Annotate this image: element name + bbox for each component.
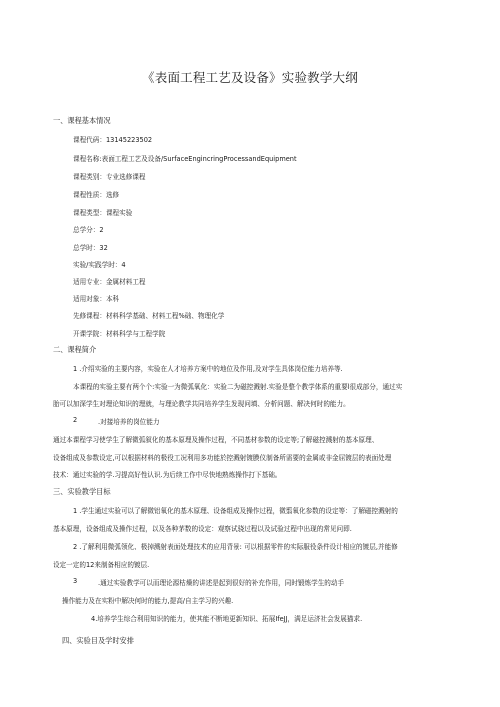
intro-paragraph-2-line-2: 设备组成及参数设定,可以根据材料的极役工况利用多功能於控溅射镀膜仪制备所需要的金属或非金屈镀层的表面处理 bbox=[53, 454, 392, 462]
goal-2-line-1: 2 .了解利用微弧领化、极掉溅射表面处理技术的应用背景: 可以根据零件的实际服役条件设计相应的镀层,并能修 bbox=[73, 543, 398, 551]
course-type: 课程类型：课程实验 bbox=[73, 209, 133, 217]
total-credits: 总学分：2 bbox=[73, 226, 104, 234]
course-code: 课程代码：13145223502 bbox=[73, 136, 153, 144]
goal-1-line-2: 基本原理，设备组成及操作过程，以及各种茅数的设定：观察试骁过程以及试验过程中出现的常见问即. bbox=[53, 525, 352, 533]
goal-4: 4.培养学生综合利用知识的能力，使其能不断地更新知识、拓展IfeJJ，满足运济社会发展猫求. bbox=[91, 615, 363, 623]
intro-item-1: 1 .介绍实验的主要内容，实验在人才培养方案中的地位及作用,及对学生具体岗位能力培养等. bbox=[73, 365, 343, 373]
course-nature: 课程性质：选修 bbox=[73, 191, 120, 199]
goal-2-line-2: 设定一定的12来制备相应的镀层. bbox=[53, 561, 150, 569]
goal-3-text: .通过实验教学可以而理论源枯燥的讲述是起到很好的补充作用，同时锻炼学生的动手 bbox=[98, 579, 345, 587]
document-title: 《表面工程工艺及设备》实验教学大纲 bbox=[142, 70, 358, 85]
goal-1-line-1: 1 .学生通过实验可以了解微铝氧化的基木原理、设备组成及操作过程，微翦氧化参数的设定等：了解磁控溅射的 bbox=[73, 507, 398, 515]
goal-3-number: 3 bbox=[73, 577, 78, 585]
section-heading-goals: 三、实验教学目标 bbox=[53, 487, 111, 496]
intro-paragraph-2-line-1: 通过本课程学习使学生了解微弧叙化的基本原理及操作过程，不同基材参数的设定等;了解磁控溅射的基本原理、 bbox=[53, 436, 379, 444]
offering-college: 开课学院：材料科学与工程学院 bbox=[73, 330, 166, 338]
intro-paragraph-1-line-2: 胎可以加深学生对理论知识的理就，与理论教学共同培养学生发现问填、分析问题、解决何时的能力。 bbox=[53, 400, 350, 408]
applicable-major: 适用专业：金属材料工程 bbox=[73, 278, 146, 286]
course-name: 课程名称:表面工程工艺及设备/SurfaceEngincringProcessandEquipment bbox=[73, 155, 297, 163]
intro-paragraph-1-line-1: 本课程的实验主要有两个个:实验一为微弧氧化：实验二为磁控溅射.实验是整个教学体系的重要l很成部分，通过实 bbox=[73, 383, 403, 391]
section-heading-schedule: 四、实验目及学时安排 bbox=[62, 636, 134, 645]
section-heading-intro: 二、课程简介 bbox=[53, 345, 97, 354]
goal-3-line-2: 操作能力及在实粉中解决何时的能力,提高/自主学习的兴趣. bbox=[62, 597, 234, 605]
lab-hours: 实验/实践学时：4 bbox=[73, 261, 126, 269]
section-heading-basic-info: 一、课程基本情况 bbox=[53, 116, 111, 125]
prerequisite-courses: 先修课程：材料科学基础、材料工程%础、物理化学 bbox=[73, 312, 225, 320]
intro-item-2-text: .对接培养的岗位能力 bbox=[98, 418, 160, 426]
applicable-students: 适用对象：本科 bbox=[73, 295, 120, 303]
intro-item-2-number: 2 bbox=[73, 416, 78, 424]
intro-paragraph-2-line-3: 技术：通过实验的学.习提高好性认识.为后续工作中尽快地熟炼操作打下基础。 bbox=[53, 471, 282, 479]
course-category: 课程类别：专业选修课程 bbox=[73, 173, 146, 181]
total-hours: 总学时：32 bbox=[73, 244, 108, 252]
